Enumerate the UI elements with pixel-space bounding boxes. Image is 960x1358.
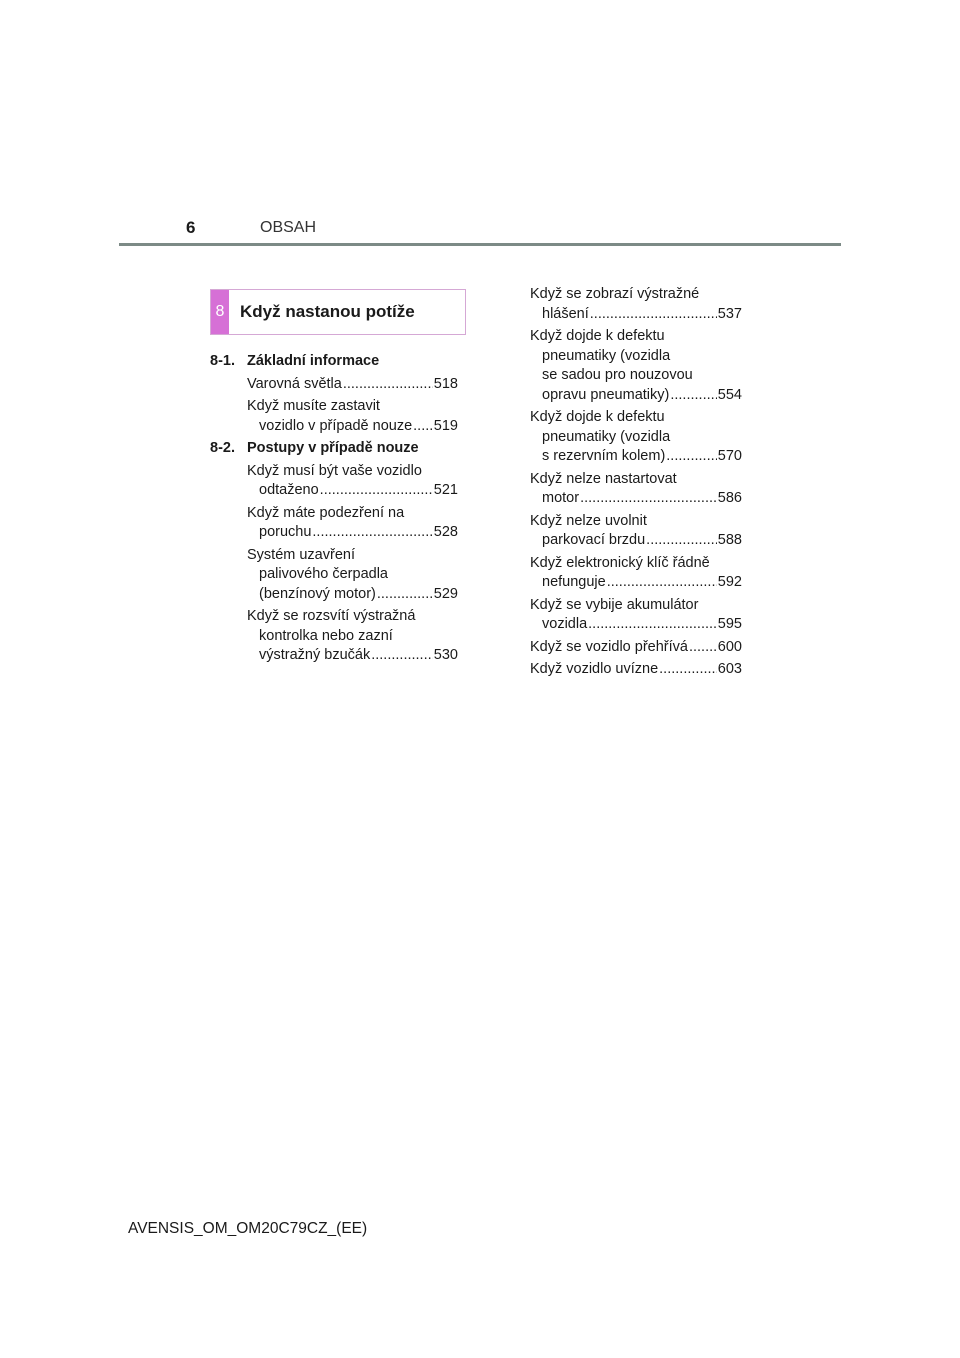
toc-entry-text: hlášení <box>542 305 589 322</box>
toc-entry[interactable] <box>210 607 458 666</box>
dot-leader <box>588 615 717 635</box>
toc-page-number: 586 <box>717 490 742 506</box>
toc-entry-text: výstražný bzučák <box>259 647 371 663</box>
toc-entry-last-line <box>247 585 458 605</box>
toc-section-code: 8-2. <box>210 440 235 456</box>
toc-page-number: 518 <box>433 375 458 392</box>
toc-entry-text: Když vozidlo uvízne <box>530 661 659 677</box>
dot-leader <box>377 585 433 605</box>
toc-section-title: Postupy v případě nouze <box>247 440 419 456</box>
toc-entry[interactable] <box>210 397 458 436</box>
toc-entry-text: vozidlo v případě nouze <box>259 417 413 434</box>
toc-entry-last-line <box>247 417 458 437</box>
toc-entry-last-line <box>530 573 742 593</box>
toc-entry-last-line <box>530 489 742 509</box>
toc-entry-text: pneumatiky (vozidla <box>542 347 671 364</box>
toc-page-number: 592 <box>717 574 742 590</box>
toc-page-number: 570 <box>717 448 742 464</box>
toc-entry-text: s rezervním kolem) <box>542 448 666 464</box>
toc-entry-last-line <box>247 375 458 395</box>
toc-entry-text: odtaženo <box>259 482 319 498</box>
toc-entry-last-line <box>247 646 458 666</box>
toc-entry-last-line <box>530 615 742 635</box>
toc-entry-text: Když se vozidlo přehřívá <box>530 638 688 655</box>
toc-entry-text: Když dojde k defektu <box>530 409 665 425</box>
toc-entry-text: palivového čerpadla <box>259 566 388 582</box>
toc-page-number: 537 <box>717 305 742 322</box>
toc-entry-text: Když se vybije akumulátor <box>530 596 699 613</box>
toc-entry-text: Když musíte zastavit <box>247 398 380 414</box>
toc-entry[interactable] <box>530 596 742 635</box>
toc-entry[interactable] <box>530 512 742 551</box>
dot-leader <box>659 660 717 680</box>
toc-entry-last-line <box>530 447 742 467</box>
dot-leader <box>320 481 433 501</box>
toc-entry[interactable] <box>210 504 458 543</box>
toc-left-column <box>210 352 458 669</box>
section-number-tab: 8 <box>211 290 229 334</box>
toc-entry-text: Když elektronický klíč řádně <box>530 554 710 571</box>
toc-entry-text: Když máte podezření na <box>247 504 405 521</box>
toc-entry[interactable] <box>530 638 742 658</box>
dot-leader <box>312 523 432 543</box>
toc-entry-text: Když musí být vaše vozidlo <box>247 462 422 479</box>
toc-entry-text: Když nelze uvolnit <box>530 512 647 529</box>
toc-entry-last-line <box>530 638 742 658</box>
toc-entry-last-line <box>530 660 742 680</box>
toc-page-number: 528 <box>433 524 458 540</box>
dot-leader <box>580 489 717 509</box>
toc-entry-text: opravu pneumatiky) <box>542 386 670 403</box>
toc-entry-text: Systém uzavření <box>247 546 355 563</box>
toc-entry[interactable] <box>530 285 742 324</box>
toc-entry-text: (benzínový motor) <box>259 585 376 602</box>
dot-leader <box>607 573 717 593</box>
toc-section-title: Základní informace <box>247 353 380 369</box>
toc-entry-last-line <box>530 386 742 406</box>
toc-section-heading[interactable] <box>210 352 458 372</box>
dot-leader <box>670 386 716 406</box>
dot-leader <box>413 417 433 437</box>
toc-section-code: 8-1. <box>210 353 235 369</box>
dot-leader <box>689 638 717 658</box>
toc-entry[interactable] <box>530 660 742 680</box>
toc-page-number: 603 <box>717 661 742 677</box>
toc-entry[interactable] <box>530 470 742 509</box>
toc-entry-text: motor <box>542 490 580 506</box>
section-header-box <box>210 289 466 335</box>
toc-entry-last-line <box>247 523 458 543</box>
toc-entry[interactable] <box>530 327 742 405</box>
toc-entry[interactable] <box>210 462 458 501</box>
toc-entry-text: vozidla <box>542 616 588 632</box>
document-footer: AVENSIS_OM_OM20C79CZ_(EE) <box>128 1220 368 1237</box>
header-divider <box>119 243 841 246</box>
toc-page-number: 529 <box>433 585 458 602</box>
toc-entry-text: Když se rozsvítí výstražná <box>247 608 416 624</box>
toc-page-number: 600 <box>717 638 742 655</box>
toc-page-number: 519 <box>433 417 458 434</box>
toc-entry[interactable] <box>530 554 742 593</box>
dot-leader <box>646 531 717 551</box>
page-title: OBSAH <box>260 219 317 236</box>
dot-leader <box>590 305 717 325</box>
toc-entry-text: Když se zobrazí výstražné <box>530 286 700 302</box>
toc-entry-last-line <box>530 305 742 325</box>
toc-entry-last-line <box>530 531 742 551</box>
toc-entry[interactable] <box>210 375 458 395</box>
toc-page-number: 554 <box>717 386 742 403</box>
dot-leader <box>343 375 433 395</box>
toc-entry-text: pneumatiky (vozidla <box>542 428 671 445</box>
toc-entry-last-line <box>247 481 458 501</box>
toc-entry[interactable] <box>530 408 742 467</box>
toc-section-heading[interactable] <box>210 439 458 459</box>
toc-entry-text: parkovací brzdu <box>542 532 646 548</box>
page-number: 6 <box>186 218 196 237</box>
toc-entry-text: nefunguje <box>542 574 606 590</box>
dot-leader <box>666 447 717 467</box>
toc-page-number: 521 <box>433 482 458 498</box>
section-title: Když nastanou potíže <box>240 302 415 321</box>
toc-right-column <box>530 285 742 683</box>
toc-page-number: 530 <box>433 647 458 663</box>
dot-leader <box>371 646 433 666</box>
toc-entry-text: Když nelze nastartovat <box>530 470 677 487</box>
toc-entry-text: Když dojde k defektu <box>530 328 665 344</box>
toc-entry-text: poruchu <box>259 524 312 540</box>
toc-entry-text: se sadou pro nouzovou <box>542 367 693 383</box>
toc-entry-text: Varovná světla <box>247 375 342 392</box>
toc-entry-text: kontrolka nebo zazní <box>259 627 393 644</box>
toc-entry[interactable] <box>210 546 458 605</box>
toc-page-number: 595 <box>717 616 742 632</box>
toc-page-number: 588 <box>717 532 742 548</box>
